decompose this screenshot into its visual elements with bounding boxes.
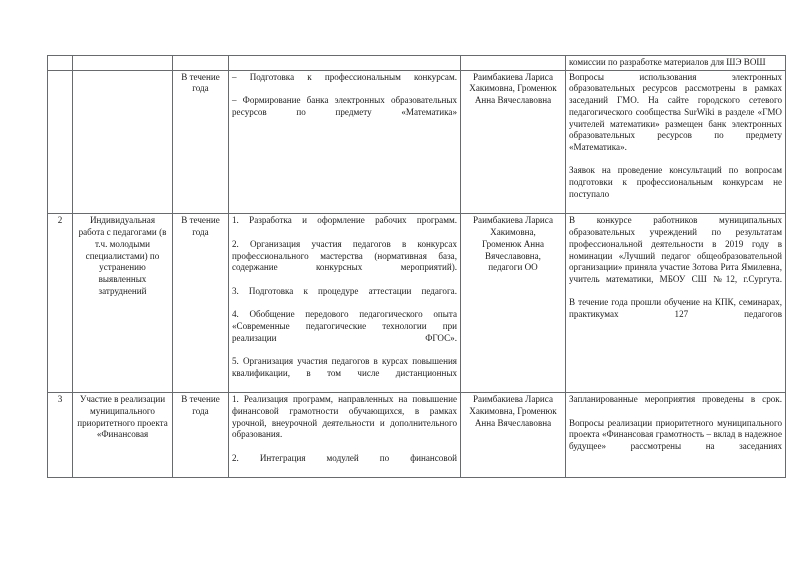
- content-cell: [229, 393, 461, 478]
- result-line: В конкурсе работников муниципальных образовательных учреждений по результатам профессиональной деятельности в 2019 году в номинации «Лучший педагог общеобразовательной организации» приняла участие Зотова Рита Ямилевна, учитель математики, МБОУ СШ №12, г.Сургута.: [569, 215, 782, 284]
- content-cell: [229, 70, 461, 214]
- term-cell: [173, 56, 229, 71]
- result-line: В течение года прошли обучение на КПК, семинарах, практикумах 127 педагогов: [569, 297, 782, 320]
- content-line: 4. Обобщение передового педагогического опыта «Современные педагогические технологии при реализации ФГОС».: [232, 309, 457, 343]
- result-line: Вопросы реализации приоритетного муниципального проекта «Финансовая грамотность – вклад в надежное будущее» рассмотрены на заседаниях: [569, 417, 782, 451]
- content-line: 1. Разработка и оформление рабочих программ.: [232, 215, 457, 226]
- row-number-cell: [48, 56, 73, 71]
- result-cell: [566, 393, 786, 478]
- content-cell: [229, 214, 461, 393]
- result-cell: [566, 214, 786, 393]
- responsible-line: педагоги ОО: [488, 262, 538, 273]
- result-cell: комиссии по разработке материалов для ШЭ ВОШ: [566, 56, 786, 71]
- task-cell: Участие в реализации муниципального приоритетного проекта «Финансовая: [73, 393, 173, 478]
- responsible-cell: [461, 214, 566, 393]
- content-line: 3. Подготовка к процедуре аттестации педагога.: [232, 285, 457, 296]
- row-number-cell: [48, 70, 73, 214]
- table-row: [48, 70, 786, 214]
- row-number-cell: 3: [48, 393, 73, 478]
- content-line: – Формирование банка электронных образовательных ресурсов по предмету «Математика»: [232, 95, 457, 117]
- content-line: – Подготовка к профессиональным конкурсам.: [232, 71, 457, 82]
- content-line: 5. Организация участия педагогов в курсах повышения квалификации, в том числе дистанционных: [232, 355, 457, 378]
- content-line: 2. Интеграция модулей по финансовой: [232, 452, 457, 463]
- responsible-cell: [461, 56, 566, 71]
- task-cell: [73, 70, 173, 214]
- term-cell: В течение года: [173, 70, 229, 214]
- table-row: [48, 393, 786, 478]
- term-cell: В течение года: [173, 214, 229, 393]
- task-cell: Индивидуальная работа с педагогами (в т.ч. молодыми специалистами) по устранению выявленных затруднений: [73, 214, 173, 393]
- row-number-cell: 2: [48, 214, 73, 393]
- activity-plan-table: [47, 55, 786, 478]
- content-line: 1. Реализация программ, направленных на повышение финансовой грамотности обучающихся, в рамках урочной, внеурочной деятельности и дополнительного образования.: [232, 394, 457, 440]
- task-cell: [73, 56, 173, 71]
- responsible-cell: Раимбакиева Лариса Хакимовна, Громенюк Анна Вячеславовна: [461, 393, 566, 478]
- table-row: [48, 56, 786, 71]
- result-cell: [566, 70, 786, 214]
- term-cell: В течение года: [173, 393, 229, 478]
- result-line: Вопросы использования электронных образовательных ресурсов рассмотрены в рамках заседаний ГМО. На сайте городского сетевого педагогического сообщества SurWiki в разделе «ГМО учителей математики» размещен банк электронных образовательных ресурсов по предмету «Математика».: [569, 71, 782, 153]
- responsible-line: Раимбакиева Лариса Хакимовна,: [473, 215, 553, 238]
- responsible-cell: Раимбакиева Лариса Хакимовна, Громенюк Анна Вячеславовна: [461, 70, 566, 214]
- content-cell: [229, 56, 461, 71]
- content-line: 2. Организация участия педагогов в конкурсах профессионального мастерства (нормативная база, содержание конкурсных мероприятий).: [232, 238, 457, 273]
- result-line: Заявок на проведение консультаций по вопросам подготовки к профессиональным конкурсам не поступало: [569, 165, 782, 199]
- table-row: [48, 214, 786, 393]
- responsible-line: Громенюк Анна Вячеславовна,: [481, 238, 545, 261]
- result-line: Запланированные мероприятия проведены в срок.: [569, 394, 782, 405]
